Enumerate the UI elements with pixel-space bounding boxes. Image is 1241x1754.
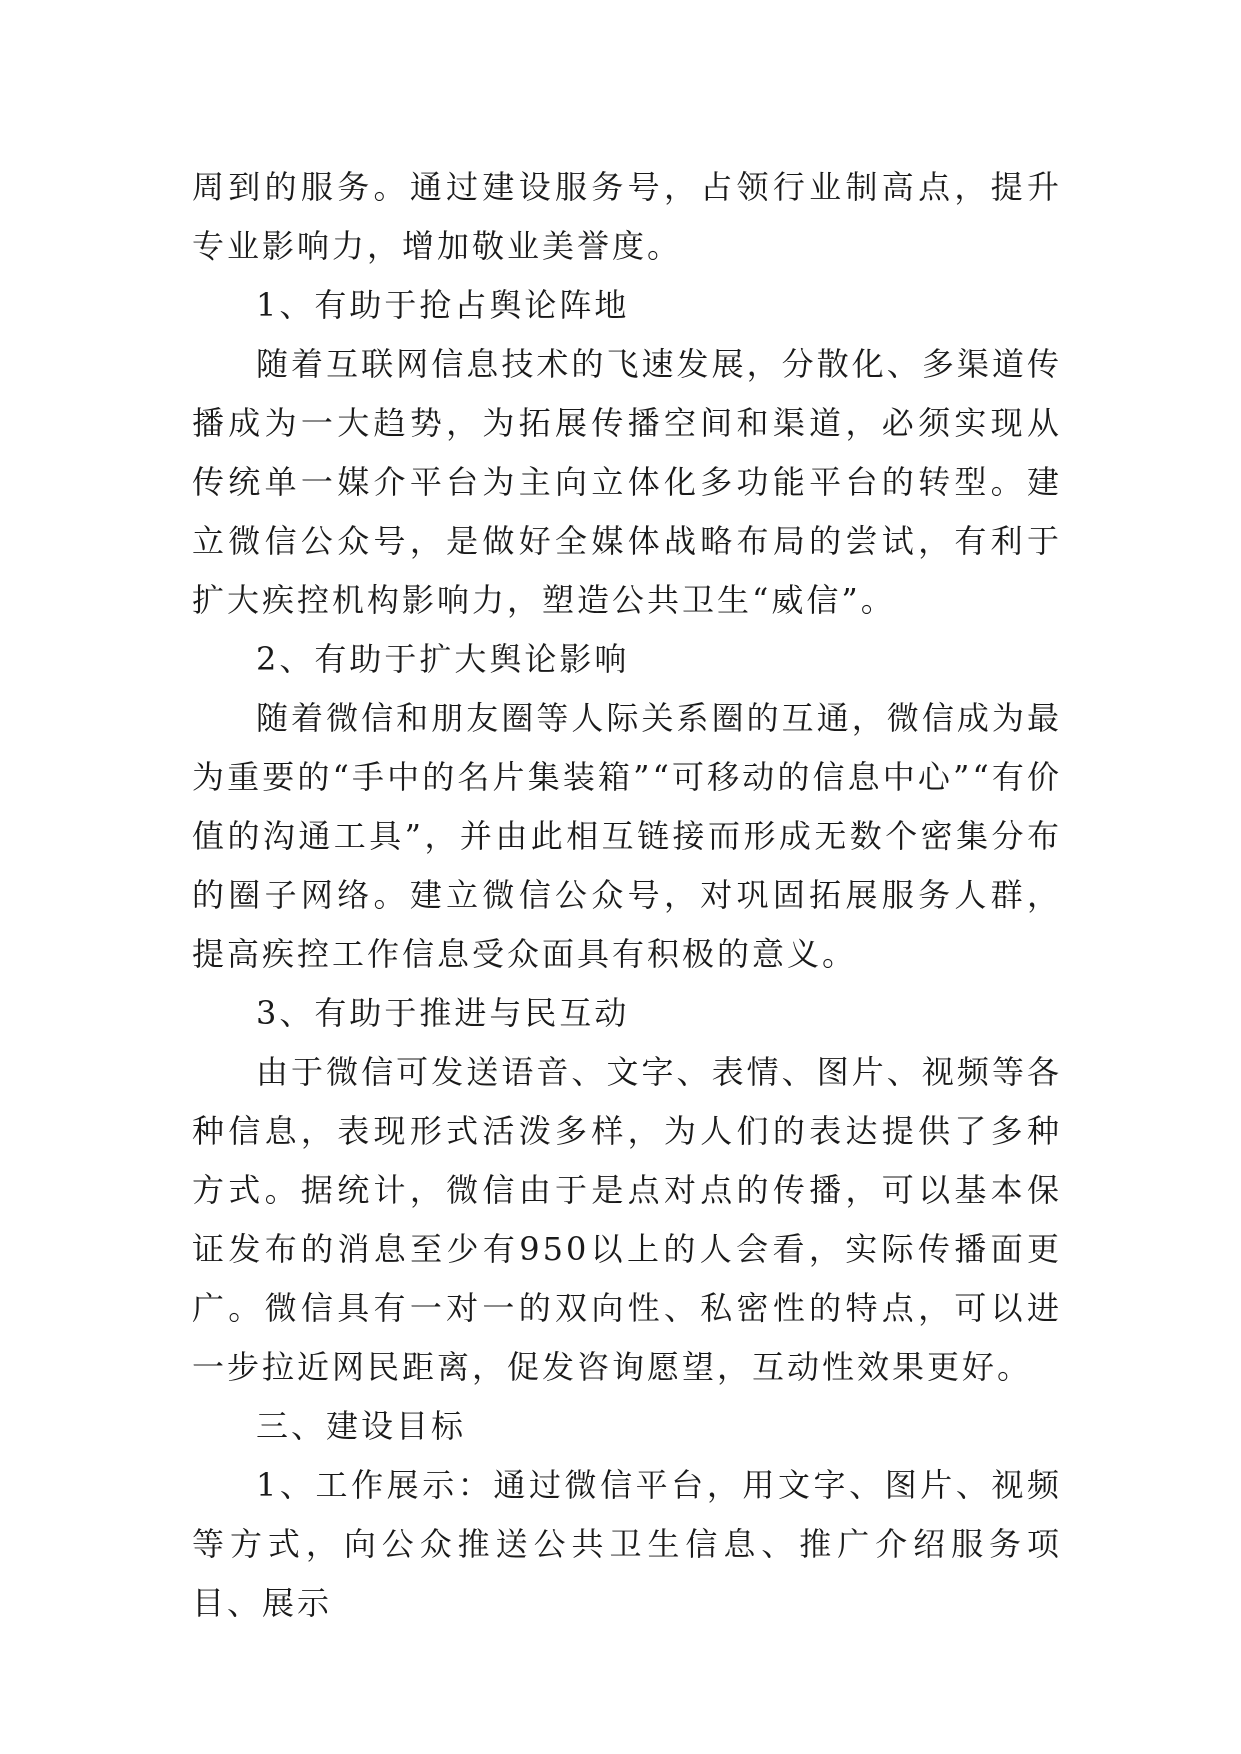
document-body — [192, 158, 1062, 1633]
paragraph-continuation: 周到的服务。通过建设服务号，占领行业制高点，提升专业影响力，增加敬业美誉度。 — [192, 168, 1062, 265]
paragraph-wechat-circles: 随着微信和朋友圈等人际关系圈的互通，微信成为最为重要的“手中的名片集装箱”“可移动的信息中心”“有价值的沟通工具”，并由此相互链接而形成无数个密集分布的圈子网络。建立微信公众号，对巩固拓展服务人群，提高疾控工作信息受众面具有积极的意义。 — [192, 699, 1062, 973]
heading-expand-influence: 2、有助于扩大舆论影响 — [256, 640, 630, 678]
heading-public-opinion-position: 1、有助于抢占舆论阵地 — [256, 286, 630, 324]
heading-construction-goals: 三、建设目标 — [256, 1407, 467, 1445]
paragraph-wechat-messaging: 由于微信可发送语音、文字、表情、图片、视频等各种信息，表现形式活泼多样，为人们的表达提供了多种方式。据统计，微信由于是点对点的传播，可以基本保证发布的消息至少有950以上的人会看，实际传播面更广。微信具有一对一的双向性、私密性的特点，可以进一步拉近网民距离，促发咨询愿望，互动性效果更好。 — [192, 1053, 1062, 1386]
heading-public-interaction: 3、有助于推进与民互动 — [256, 994, 630, 1032]
paragraph-work-display: 1、工作展示：通过微信平台，用文字、图片、视频等方式，向公众推送公共卫生信息、推广介绍服务项目、展示 — [192, 1466, 1062, 1622]
paragraph-internet-development: 随着互联网信息技术的飞速发展，分散化、多渠道传播成为一大趋势，为拓展传播空间和渠道，必须实现从传统单一媒介平台为主向立体化多功能平台的转型。建立微信公众号，是做好全媒体战略布局的尝试，有利于扩大疾控机构影响力，塑造公共卫生“威信”。 — [192, 345, 1062, 619]
